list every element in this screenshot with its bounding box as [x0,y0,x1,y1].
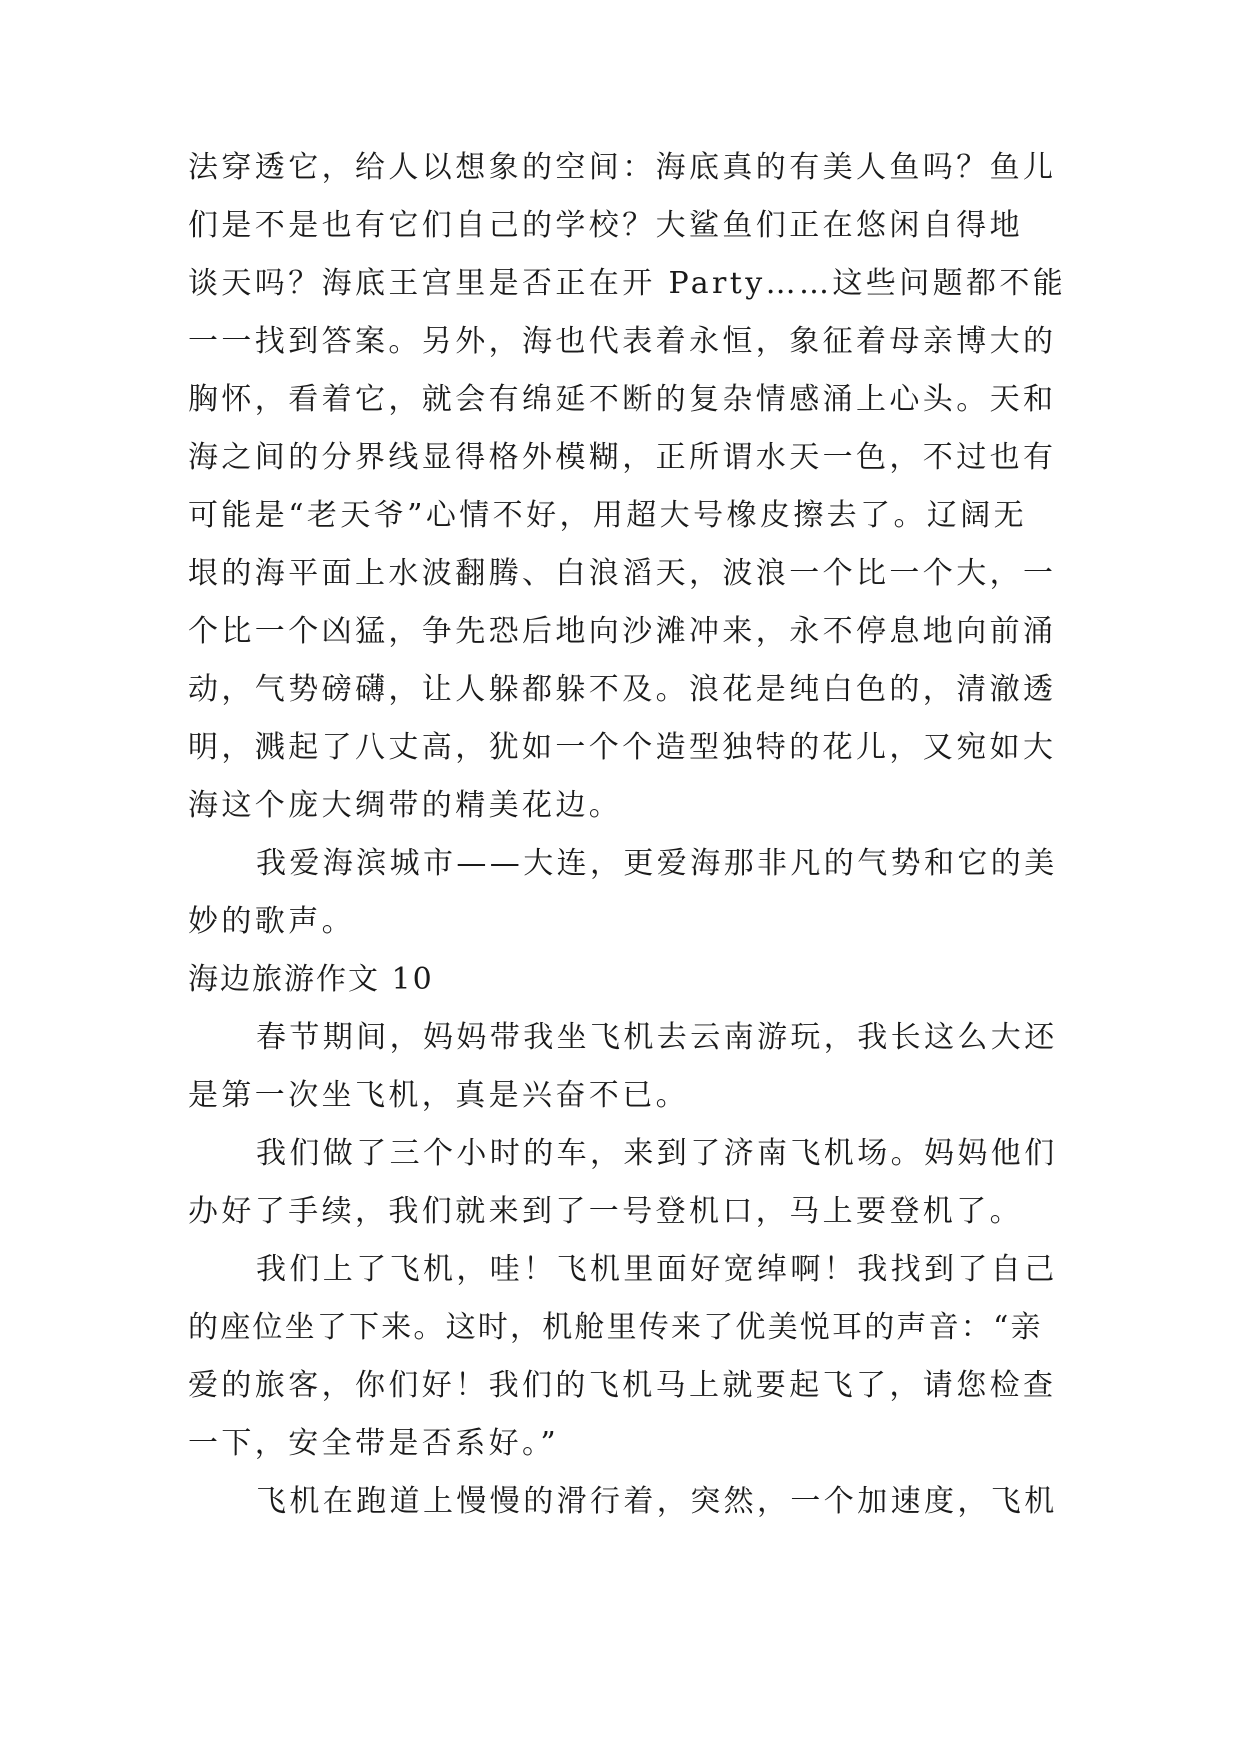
text-line: 海这个庞大绸带的精美花边。 [188,788,623,823]
paragraph-first-line: 春节期间，妈妈带我坐飞机去云南游玩，我长这么大还 [256,1020,1058,1055]
paragraph-first-line: 我们做了三个小时的车，来到了济南飞机场。妈妈他们 [256,1136,1058,1171]
text-line: 们是不是也有它们自己的学校？大鲨鱼们正在悠闲自得地 [188,208,1023,243]
text-line: 明，溅起了八丈高，犹如一个个造型独特的花儿，又宛如大 [188,730,1057,765]
text-line: 动，气势磅礴，让人躲都躲不及。浪花是纯白色的，清澈透 [188,672,1057,707]
paragraph-first-line: 飞机在跑道上慢慢的滑行着，突然，一个加速度，飞机 [256,1484,1058,1519]
text-line: 胸怀，看着它，就会有绵延不断的复杂情感涌上心头。天和 [188,382,1057,417]
text-line: 的座位坐了下来。这时，机舱里传来了优美悦耳的声音：“亲 [188,1310,1043,1345]
text-line: 垠的海平面上水波翻腾、白浪滔天，波浪一个比一个大，一 [188,556,1057,591]
text-line: 妙的歌声。 [188,904,355,939]
text-line: 爱的旅客，你们好！我们的飞机马上就要起飞了，请您检查 [188,1368,1057,1403]
text-line: 是第一次坐飞机，真是兴奋不已。 [188,1078,689,1113]
section-heading: 海边旅游作文 10 [188,962,434,997]
text-line: 法穿透它，给人以想象的空间：海底真的有美人鱼吗？鱼儿 [188,150,1057,185]
text-line: 谈天吗？海底王宫里是否正在开 Party……这些问题都不能 [188,266,1067,301]
text-line: 一一找到答案。另外，海也代表着永恒，象征着母亲博大的 [188,324,1057,359]
paragraph-first-line: 我爱海滨城市——大连，更爱海那非凡的气势和它的美 [256,846,1058,881]
text-line: 办好了手续，我们就来到了一号登机口，马上要登机了。 [188,1194,1023,1229]
paragraph-first-line: 我们上了飞机，哇！飞机里面好宽绰啊！我找到了自己 [256,1252,1058,1287]
text-line: 一下，安全带是否系好。” [188,1426,560,1461]
text-line: 可能是“老天爷”心情不好，用超大号橡皮擦去了。辽阔无 [188,498,1028,533]
text-line: 海之间的分界线显得格外模糊，正所谓水天一色，不过也有 [188,440,1057,475]
text-line: 个比一个凶猛，争先恐后地向沙滩冲来，永不停息地向前涌 [188,614,1057,649]
